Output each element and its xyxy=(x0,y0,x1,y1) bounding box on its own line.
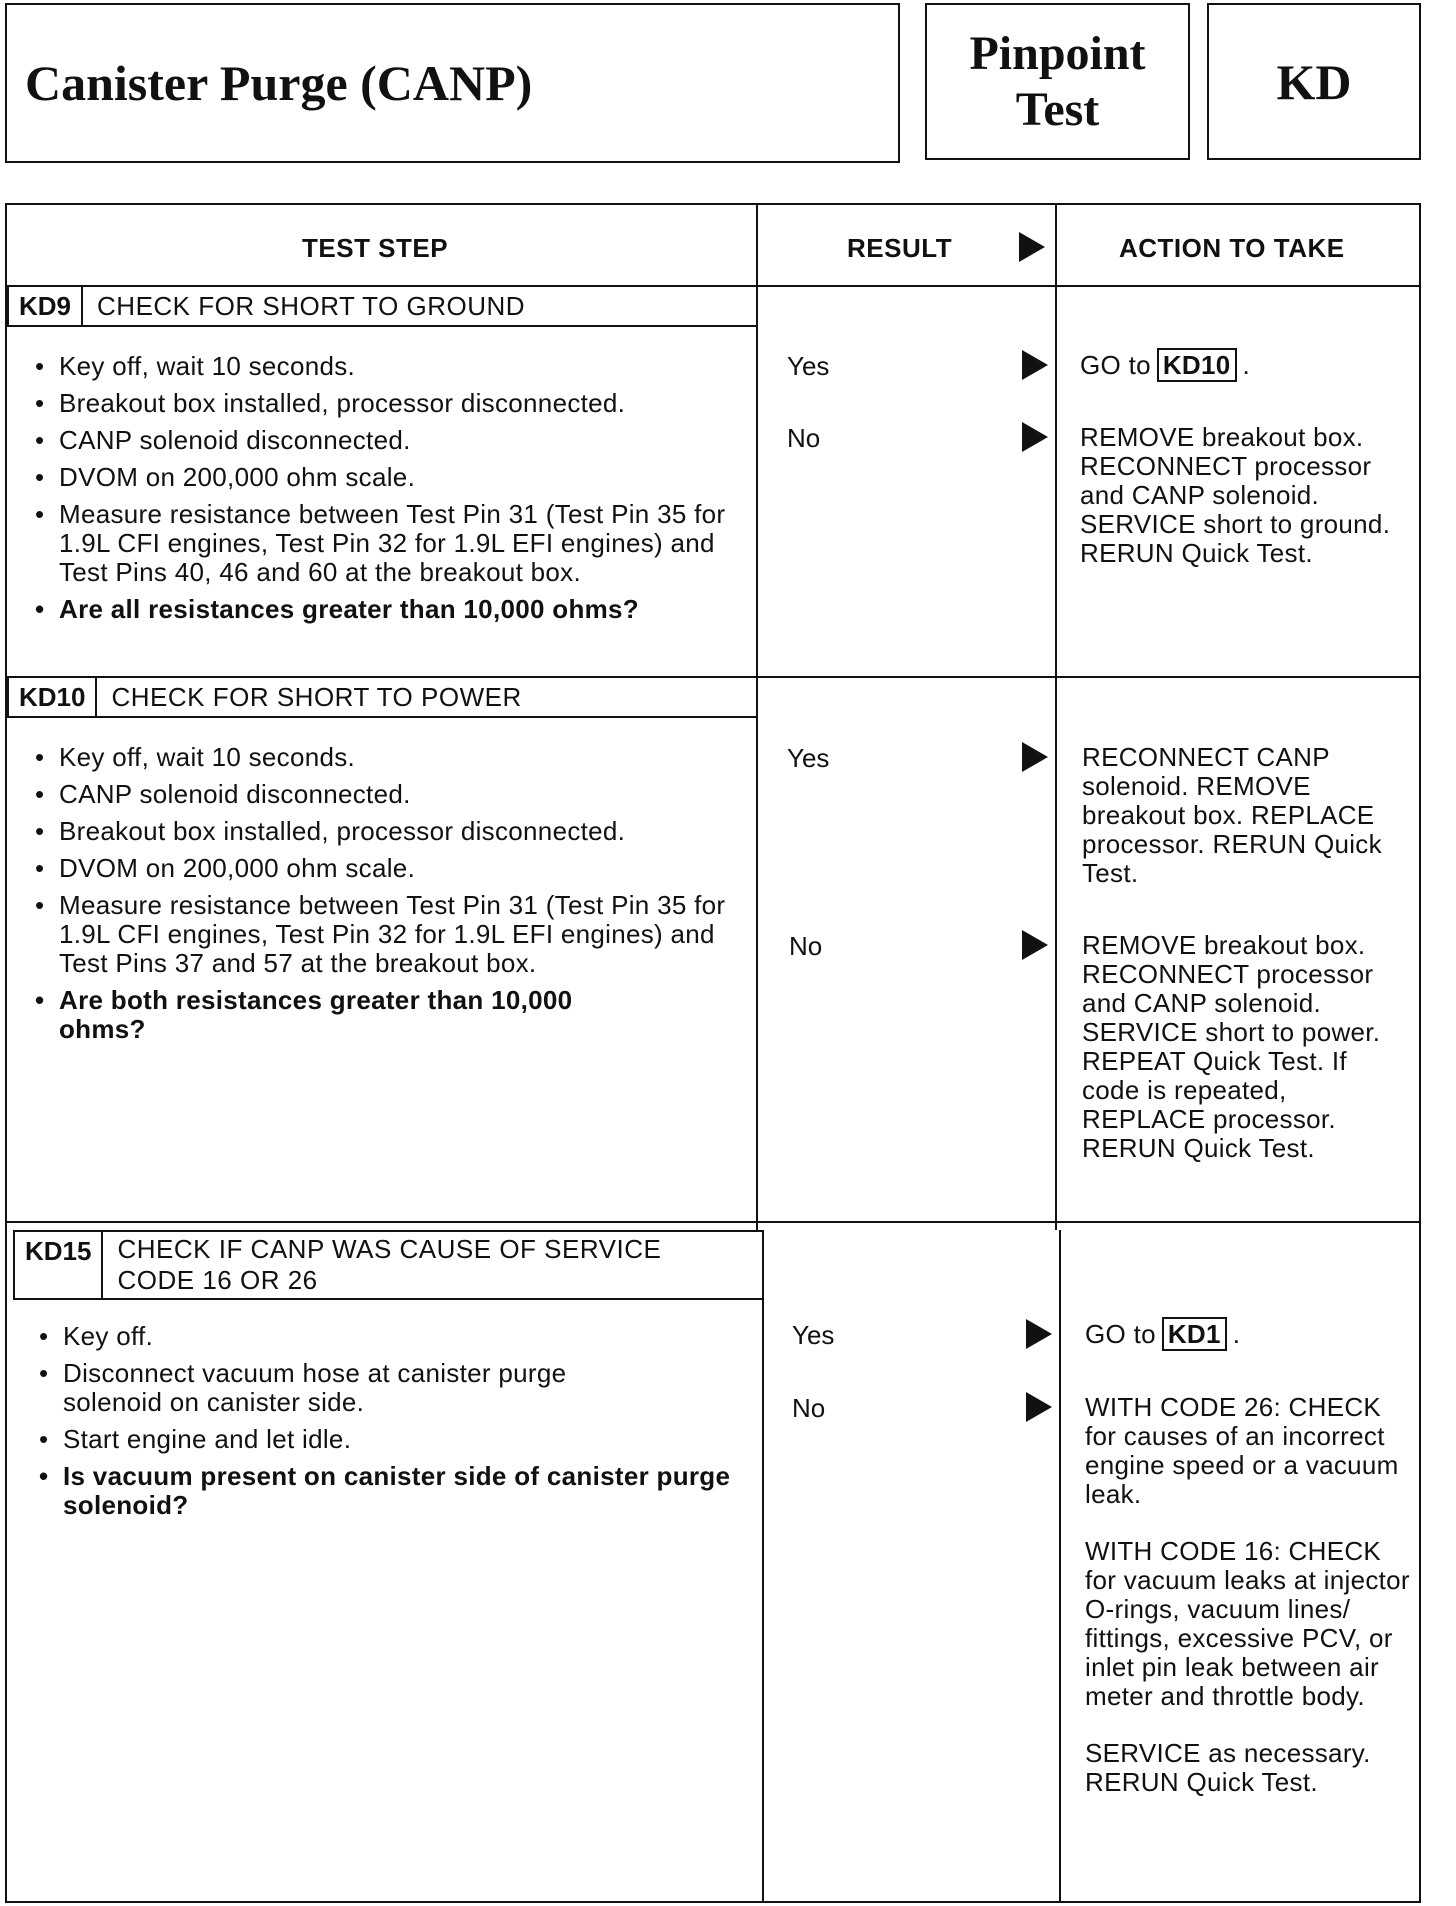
col-action: ACTION TO TAKE xyxy=(1119,233,1345,263)
step-instructions-kd9 xyxy=(31,352,741,632)
step-code: KD15 xyxy=(15,1232,103,1298)
action-text: GO to xyxy=(1080,350,1151,380)
step-header-kd10 xyxy=(7,676,758,718)
row-divider-kd15 xyxy=(7,1221,1421,1223)
list-item: • Measure resistance between Test Pin 31 (Test Pin 35 for 1.9L CFI engines, Test Pin 32 for 1.9L EFI engines) and Test Pins 37 and 57 at the breakout box. xyxy=(31,891,741,978)
step-question: • Are all resistances greater than 10,000 ohms? xyxy=(31,595,741,624)
list-item: • CANP solenoid disconnected. xyxy=(31,780,741,809)
col-result: RESULT xyxy=(847,233,953,263)
list-item: • DVOM on 200,000 ohm scale. xyxy=(31,463,741,492)
result-yes: Yes xyxy=(787,351,830,381)
arrow-icon xyxy=(1022,742,1048,772)
result-yes: Yes xyxy=(787,743,830,773)
list-item: • Disconnect vacuum hose at canister purge solenoid on canister side. xyxy=(35,1359,623,1417)
test-code: KD xyxy=(1276,53,1352,110)
list-item: • Key off. xyxy=(35,1322,745,1351)
pinpoint-test-label xyxy=(925,3,1190,160)
pinpoint-line1: Pinpoint xyxy=(969,26,1146,80)
action-no xyxy=(1085,1393,1415,1797)
result-arrow-icon xyxy=(1019,232,1045,262)
pinpoint-line2: Test xyxy=(1015,82,1100,136)
goto-ref-kd10[interactable]: KD10 xyxy=(1157,348,1237,382)
step-question: • Are both resistances greater than 10,000 ohms? xyxy=(31,986,659,1044)
list-item: • Breakout box installed, processor disconnected. xyxy=(31,389,741,418)
result-no: No xyxy=(792,1393,826,1423)
column-divider-2 xyxy=(1055,205,1057,1230)
list-item: • Key off, wait 10 seconds. xyxy=(31,743,741,772)
action-yes: RECONNECT CANP solenoid. REMOVE breakout box. REPLACE processor. RERUN Quick Test. xyxy=(1082,742,1382,888)
list-item: • Measure resistance between Test Pin 31 (Test Pin 35 for 1.9L CFI engines, Test Pin 32 for 1.9L EFI engines) and Test Pins 40, 46 and 60 at the breakout box. xyxy=(31,500,741,587)
step-instructions-kd15 xyxy=(35,1322,745,1528)
step-code: KD10 xyxy=(9,678,97,716)
page-title-text: Canister Purge (CANP) xyxy=(25,55,533,111)
arrow-icon xyxy=(1026,1319,1052,1349)
list-item: • Breakout box installed, processor disconnected. xyxy=(31,817,741,846)
action-text: GO to xyxy=(1085,1319,1156,1349)
step-title: CHECK FOR SHORT TO POWER xyxy=(111,681,522,712)
arrow-icon xyxy=(1022,930,1048,960)
action-paragraph: WITH CODE 16: CHECK for vacuum leaks at injector O-rings, vacuum lines/ fittings, excessive PCV, or inlet pin leak between air meter and throttle body. xyxy=(1085,1536,1410,1711)
action-paragraph: WITH CODE 26: CHECK for causes of an incorrect engine speed or a vacuum leak. xyxy=(1085,1392,1399,1509)
col-test-step: TEST STEP xyxy=(302,233,449,263)
result-yes: Yes xyxy=(792,1320,835,1350)
action-yes xyxy=(1085,1320,1415,1349)
step-code: KD9 xyxy=(9,287,83,325)
goto-ref-kd1[interactable]: KD1 xyxy=(1162,1317,1227,1351)
action-paragraph: SERVICE as necessary. RERUN Quick Test. xyxy=(1085,1738,1371,1797)
list-item: • CANP solenoid disconnected. xyxy=(31,426,741,455)
list-item: • Start engine and let idle. xyxy=(35,1425,745,1454)
step-header-kd15 xyxy=(13,1230,764,1300)
action-suffix: . xyxy=(1232,1319,1241,1349)
arrow-icon xyxy=(1026,1392,1052,1422)
column-divider-1b xyxy=(762,1230,764,1903)
arrow-icon xyxy=(1022,422,1048,452)
action-no: REMOVE breakout box. RECONNECT processor and CANP solenoid. SERVICE short to power. REPEAT Quick Test. If code is repeated, REPLACE processor. RERUN Quick Test. xyxy=(1082,930,1381,1163)
action-yes xyxy=(1080,351,1410,380)
test-code-box xyxy=(1207,3,1421,160)
list-item: • Key off, wait 10 seconds. xyxy=(31,352,741,381)
step-question: • Is vacuum present on canister side of canister purge solenoid? xyxy=(35,1462,745,1520)
step-title: CHECK IF CANP WAS CAUSE OF SERVICE CODE 16 OR 26 xyxy=(117,1234,662,1295)
step-instructions-kd10 xyxy=(31,743,741,1052)
result-no: No xyxy=(789,931,823,961)
action-no: REMOVE breakout box. RECONNECT processor and CANP solenoid. SERVICE short to ground. RERUN Quick Test. xyxy=(1080,422,1391,568)
list-item: • DVOM on 200,000 ohm scale. xyxy=(31,854,741,883)
step-header-kd9 xyxy=(7,285,758,327)
arrow-icon xyxy=(1022,350,1048,380)
step-title: CHECK FOR SHORT TO GROUND xyxy=(97,290,526,321)
column-divider-2b xyxy=(1059,1230,1061,1903)
page-title xyxy=(5,3,900,163)
pinpoint-test-table xyxy=(5,203,1421,1903)
result-no: No xyxy=(787,423,821,453)
action-suffix: . xyxy=(1242,350,1251,380)
